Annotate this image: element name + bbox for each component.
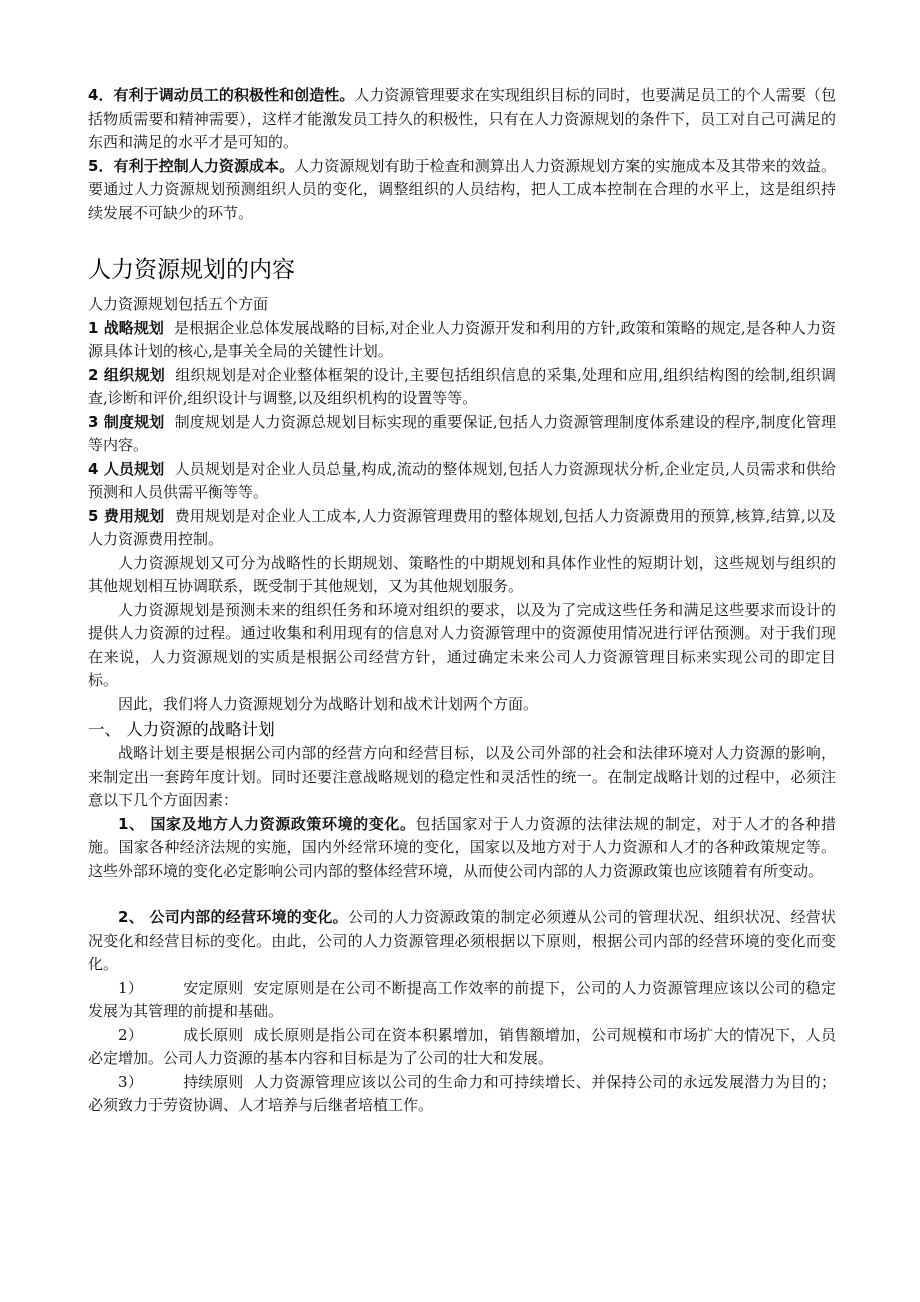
aspect-title: 2 组织规划 (88, 365, 165, 384)
strategy-intro: 战略计划主要是根据公司内部的经营方向和经营目标，以及公司外部的社会和法律环境对人力资源的影响，来制定出一套跨年度计划。同时还要注意战略规划的稳定性和灵活性的统一。在制定战略计划的过程中，必须注意以下几个方面因素： (88, 744, 836, 809)
body-paragraph: 人力资源规划又可分为战略性的长期规划、策略性的中期规划和具体作业性的短期计划，这些规划与组织的其他规划相互协调联系，既受制于其他规划，又为其他规划服务。 (88, 553, 836, 595)
principle-text: 安定原则是在公司不断提高工作效率的前提下，公司的人力资源管理应该以公司的稳定发展为其管理的前提和基础。 (88, 978, 836, 1020)
aspect-text: 制度规划是人力资源总规划目标实现的重要保证,包括人力资源管理制度体系建设的程序,制度化管理等内容。 (88, 412, 836, 454)
benefit-text: 人力资源管理要求在实现组织目标的同时，也要满足员工的个人需要（包括物质需要和精神需要），这样才能激发员工持久的积极性，只有在人力资源规划的条件下，员工对自己可满足的东西和满足的水平才是可知的。 (88, 86, 836, 151)
principle-number: 1） (118, 978, 144, 997)
aspect-text: 组织规划是对企业整体框架的设计,主要包括组织信息的采集,处理和应用,组织结构图的绘制,组织调查,诊断和评价,组织设计与调整,以及组织机构的设置等等。 (88, 365, 836, 407)
principle-name: 安定原则 (183, 978, 244, 997)
factor-title: 1、 国家及地方人力资源政策环境的变化。 (118, 814, 416, 833)
principle-continuity (88, 1071, 836, 1118)
factor-national-policy (88, 813, 836, 884)
factor-internal-environment (88, 906, 836, 977)
factor-title: 2、 公司内部的经营环境的变化。 (118, 908, 348, 926)
body-paragraph: 因此，我们将人力资源规划分为战略计划和战术计划两个方面。 (118, 694, 539, 713)
principle-name: 持续原则 (183, 1072, 244, 1091)
aspect-cost (88, 505, 836, 552)
section-title: 人力资源规划的内容 (88, 257, 295, 283)
principle-text: 成长原则是指公司在资本积累增加，销售额增加，公司规模和市场扩大的情况下，人员必定增加。公司人力资源的基本内容和目标是为了公司的壮大和发展。 (88, 1025, 836, 1067)
blank-line (88, 883, 836, 906)
factor-text: 公司的人力资源政策的制定必须遵从公司的管理状况、组织状况、经营状况变化和经营目标的变化。由此，公司的人力资源管理必须根据以下原则，根据公司内部的经营环境的变化而变化。 (88, 908, 836, 973)
benefit-paragraph-4 (88, 84, 836, 155)
aspect-organization (88, 364, 836, 411)
aspect-text: 是根据企业总体发展战略的目标,对企业人力资源开发和利用的方针,政策和策略的规定,是各种人力资源具体计划的核心,是事关全局的关键性计划。 (88, 318, 836, 360)
benefit-title: 5．有利于控制人力资源成本。 (88, 156, 295, 175)
aspect-title: 1 战略规划 (88, 318, 164, 337)
intro-line: 人力资源规划包括五个方面 (88, 295, 269, 313)
principle-text: 人力资源管理应该以公司的生命力和可持续增长、并保持公司的永远发展潜力为目的；必须致力于劳资协调、人才培养与后继者培植工作。 (88, 1072, 836, 1114)
strategy-heading: 一、 人力资源的战略计划 (88, 720, 275, 739)
benefit-paragraph-5 (88, 155, 836, 226)
benefit-text: 人力资源规划有助于检查和测算出人力资源规划方案的实施成本及其带来的效益。要通过人力资源规划预测组织人员的变化，调整组织的人员结构，把人工成本控制在合理的水平上，这是组织持续发展不可缺少的环节。 (88, 156, 836, 222)
factor-text: 包括国家对于人力资源的法律法规的制定，对于人才的各种措施。国家各种经济法规的实施，国内外经常环境的变化，国家以及地方对于人力资源和人才的各种政策规定等。这些外部环境的变化必定影响公司内部的整体经营环境，从而使公司内部的人力资源政策也应该随着有所变动。 (88, 814, 836, 880)
aspect-title: 4 人员规划 (88, 459, 165, 478)
aspect-text: 费用规划是对企业人工成本,人力资源管理费用的整体规划,包括人力资源费用的预算,核算,结算,以及人力资源费用控制。 (88, 506, 836, 548)
principle-number: 2） (118, 1025, 144, 1044)
aspect-title: 3 制度规划 (88, 412, 165, 431)
aspect-personnel (88, 458, 836, 505)
body-paragraph: 人力资源规划是预测未来的组织任务和环境对组织的要求，以及为了完成这些任务和满足这些要求而设计的提供人力资源的过程。通过收集和利用现有的信息对人力资源管理中的资源使用情况进行评估预测。对于我们现在来说，人力资源规划的实质是根据公司经营方针，通过确定未来公司人力资源管理目标来实现公司的即定目标。 (88, 600, 836, 689)
aspect-title: 5 费用规划 (88, 506, 165, 525)
aspect-strategic (88, 317, 836, 364)
principle-stability (88, 977, 836, 1024)
benefit-title: 4．有利于调动员工的积极性和创造性。 (88, 86, 355, 104)
aspect-text: 人员规划是对企业人员总量,构成,流动的整体规划,包括人力资源现状分析,企业定员,人员需求和供给预测和人员供需平衡等等。 (88, 459, 836, 501)
aspect-system (88, 411, 836, 458)
principle-name: 成长原则 (183, 1025, 244, 1044)
document-page (88, 84, 836, 1118)
principle-number: 3） (118, 1072, 144, 1091)
principle-growth (88, 1024, 836, 1071)
